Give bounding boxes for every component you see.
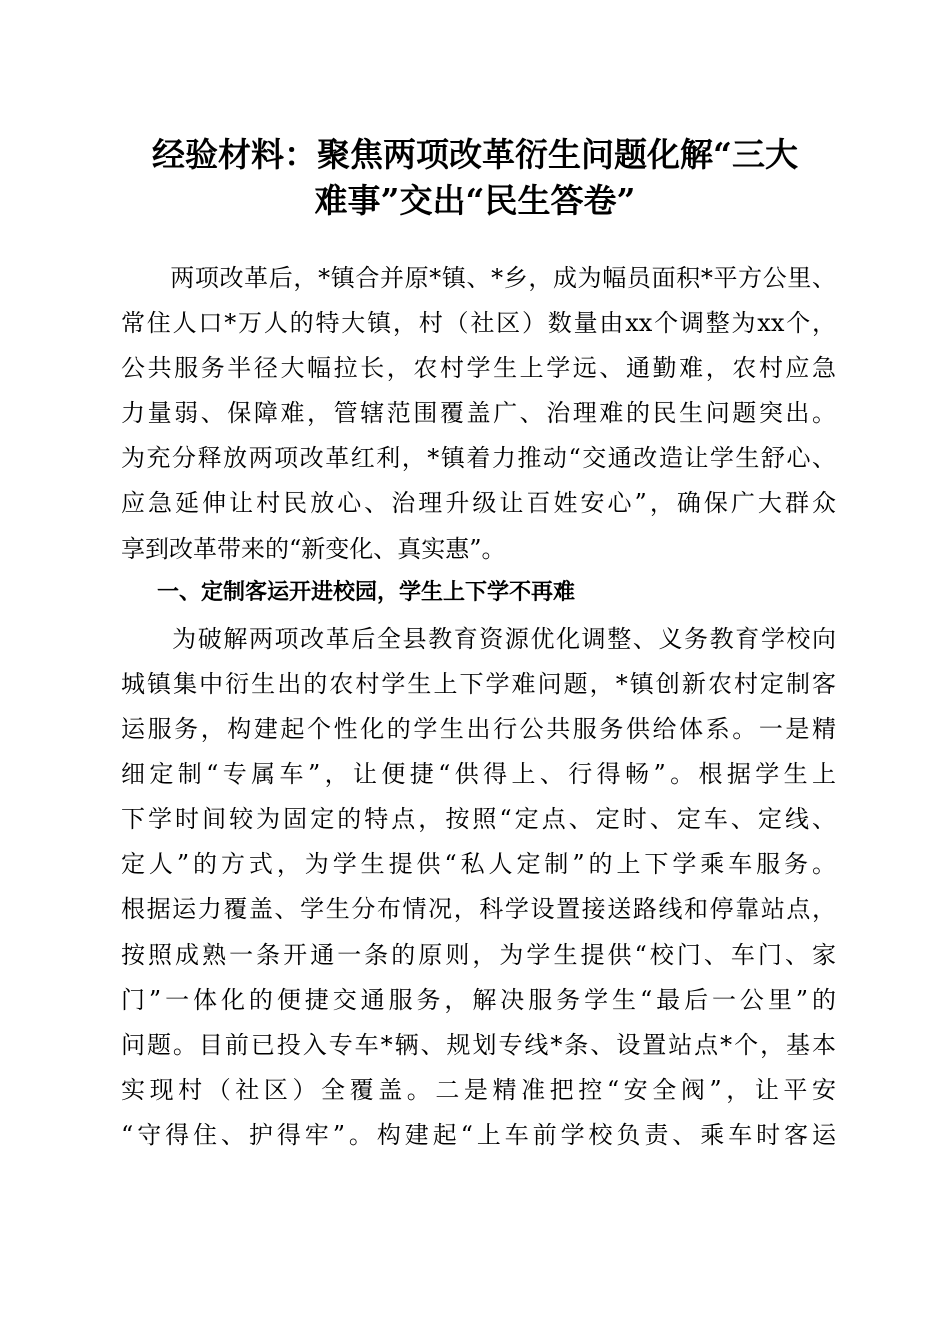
title-line-2: 难事”交出“民生答卷”: [314, 181, 636, 220]
section1-line: 城镇集中衍生出的农村学生上下学难问题，*镇创新农村定制客: [121, 670, 836, 698]
section-heading: 一、定制客运开进校园，学生上下学不再难: [157, 580, 576, 605]
intro-line: 应急延伸让村民放心、治理升级让百姓安心”，确保广大群众: [121, 489, 836, 517]
section1-line: 问题。目前已投入专车*辆、规划专线*条、设置站点*个，基本: [121, 1031, 836, 1059]
intro-line: 公共服务半径大幅拉长，农村学生上学远、通勤难，农村应急: [121, 354, 836, 382]
intro-line: 两项改革后，*镇合并原*镇、*乡，成为幅员面积*平方公里、: [121, 264, 836, 292]
intro-line: 为充分释放两项改革红利，*镇着力推动“交通改造让学生舒心、: [121, 444, 836, 472]
section1-line: 运服务，构建起个性化的学生出行公共服务供给体系。一是精: [121, 715, 836, 743]
document-title: [100, 132, 850, 224]
section1-line: 下学时间较为固定的特点，按照“定点、定时、定车、定线、: [121, 805, 836, 833]
intro-line: 力量弱、保障难，管辖范围覆盖广、治理难的民生问题突出。: [121, 399, 836, 427]
section1-line: 实现村（社区）全覆盖。二是精准把控“安全阀”，让平安: [121, 1076, 836, 1104]
section1-line: 按照成熟一条开通一条的原则，为学生提供“校门、车门、家: [121, 941, 836, 969]
section1-line: 根据运力覆盖、学生分布情况，科学设置接送路线和停靠站点，: [121, 895, 836, 923]
section1-line: 为破解两项改革后全县教育资源优化调整、义务教育学校向: [121, 625, 836, 653]
title-line-1: 经验材料：聚焦两项改革衍生问题化解“三大: [152, 135, 798, 174]
section1-line: 门”一体化的便捷交通服务，解决服务学生“最后一公里”的: [121, 986, 836, 1014]
intro-line: 常住人口*万人的特大镇，村（社区）数量由xx个调整为xx个，: [121, 309, 836, 337]
section1-line: “守得住、护得牢”。构建起“上车前学校负责、乘车时客运: [121, 1121, 836, 1149]
section1-line: 细定制“专属车”，让便捷“供得上、行得畅”。根据学生上: [121, 760, 836, 788]
intro-line: 享到改革带来的“新变化、真实惠”。: [121, 535, 506, 563]
section1-line: 定人”的方式，为学生提供“私人定制”的上下学乘车服务。: [121, 850, 836, 878]
